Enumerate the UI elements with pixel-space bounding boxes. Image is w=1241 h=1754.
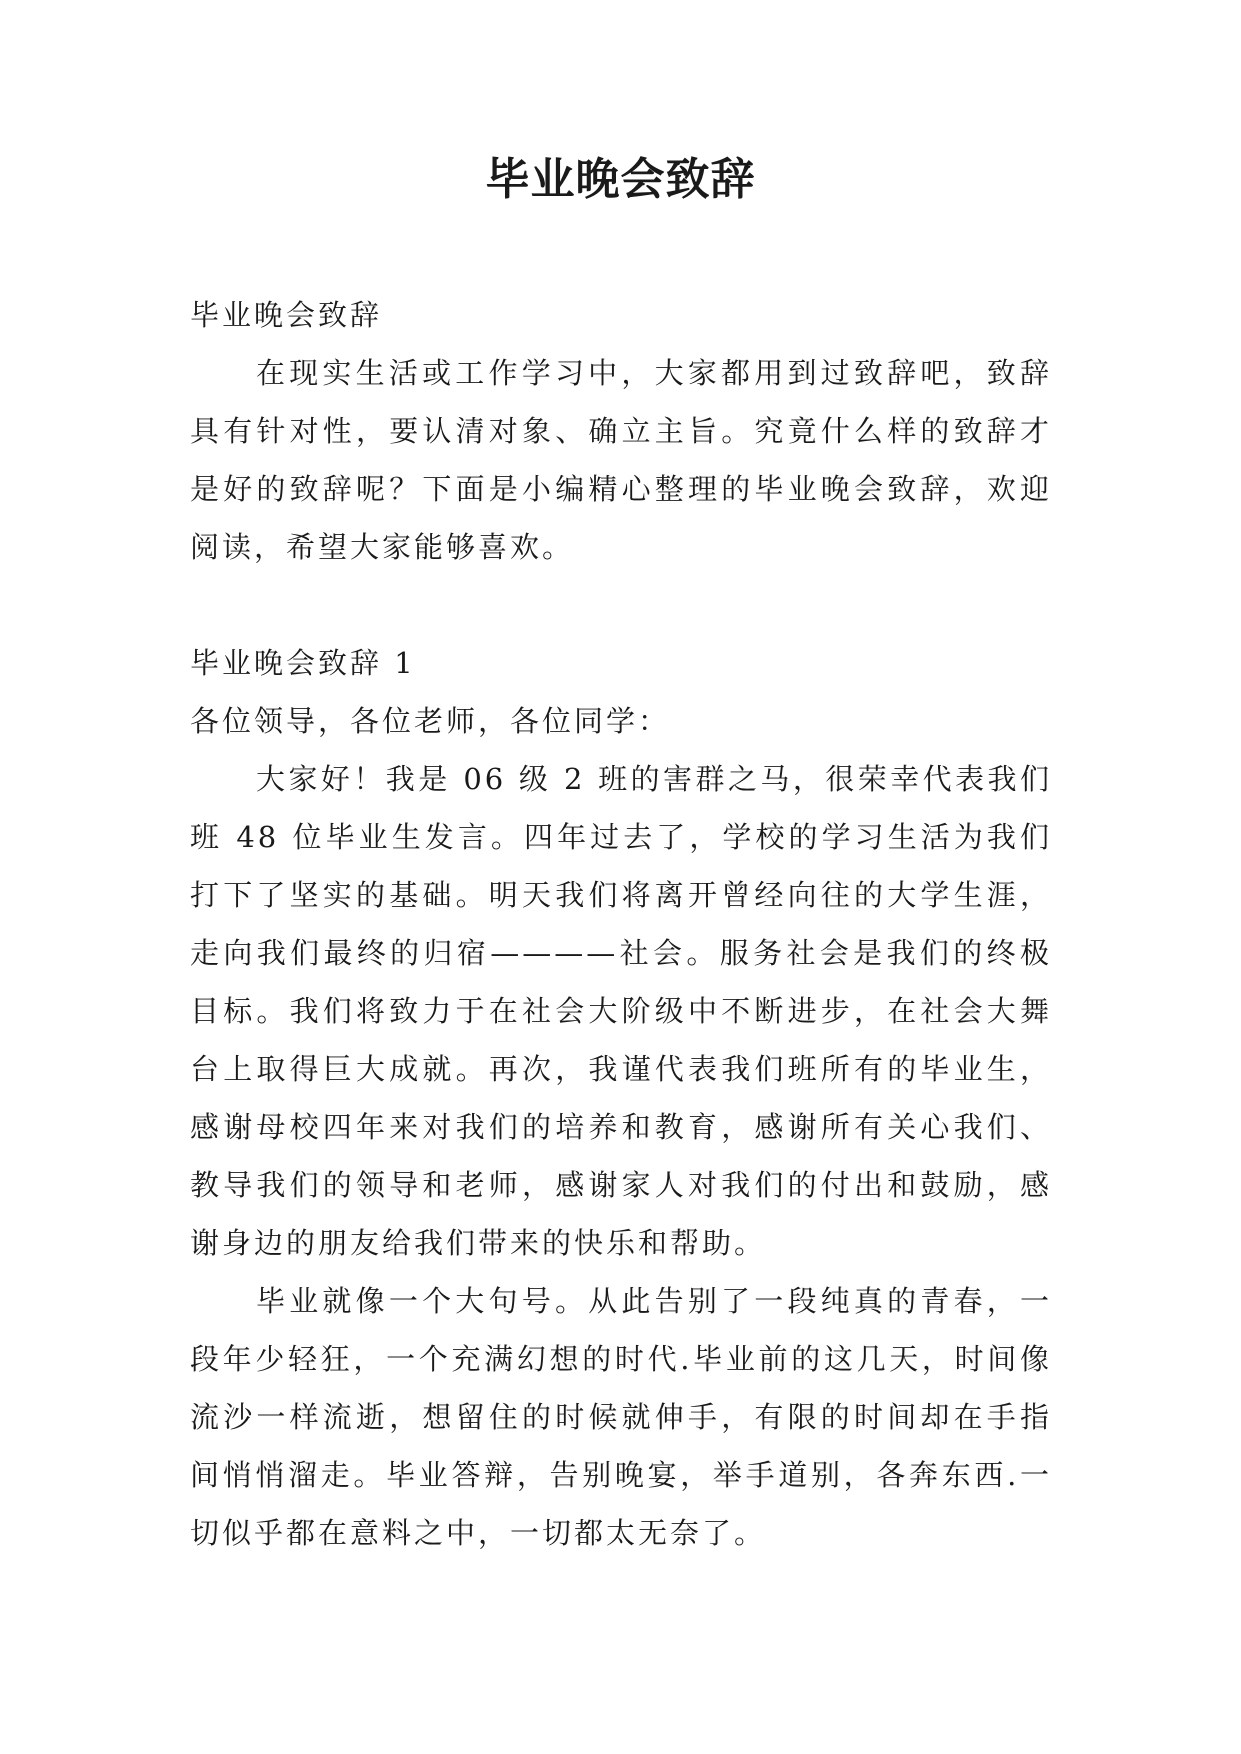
document-title: 毕业晚会致辞 [485,154,756,205]
section-heading: 毕业晚会致辞 1 [190,646,416,680]
document-body [190,286,1052,1562]
subtitle: 毕业晚会致辞 [190,298,383,332]
salutation: 各位领导，各位老师，各位同学： [190,704,671,738]
section-spacer [190,576,1052,634]
intro-paragraph: 在现实生活或工作学习中，大家都用到过致辞吧，致辞具有针对性，要认清对象、确立主旨。究竟什么样的致辞才是好的致辞呢？下面是小编精心整理的毕业晚会致辞，欢迎阅读，希望大家能够喜欢。 [190,356,1052,564]
speech-paragraph-1: 大家好！我是 06 级 2 班的害群之马，很荣幸代表我们班 48 位毕业生发言。四年过去了，学校的学习生活为我们打下了坚实的基础。明天我们将离开曾经向往的大学生涯，走向我们最终的归宿————社会。服务社会是我们的终极目标。我们将致力于在社会大阶级中不断进步，在社会大舞台上取得巨大成就。再次，我谨代表我们班所有的毕业生，感谢母校四年来对我们的培养和教育，感谢所有关心我们、教导我们的领导和老师，感谢家人对我们的付出和鼓励，感谢身边的朋友给我们带来的快乐和帮助。 [190,762,1052,1260]
speech-paragraph-2: 毕业就像一个大句号。从此告别了一段纯真的青春，一段年少轻狂，一个充满幻想的时代.毕业前的这几天，时间像流沙一样流逝，想留住的时候就伸手，有限的时间却在手指间悄悄溜走。毕业答辩，告别晚宴，举手道别，各奔东西.一切似乎都在意料之中，一切都太无奈了。 [190,1284,1052,1550]
